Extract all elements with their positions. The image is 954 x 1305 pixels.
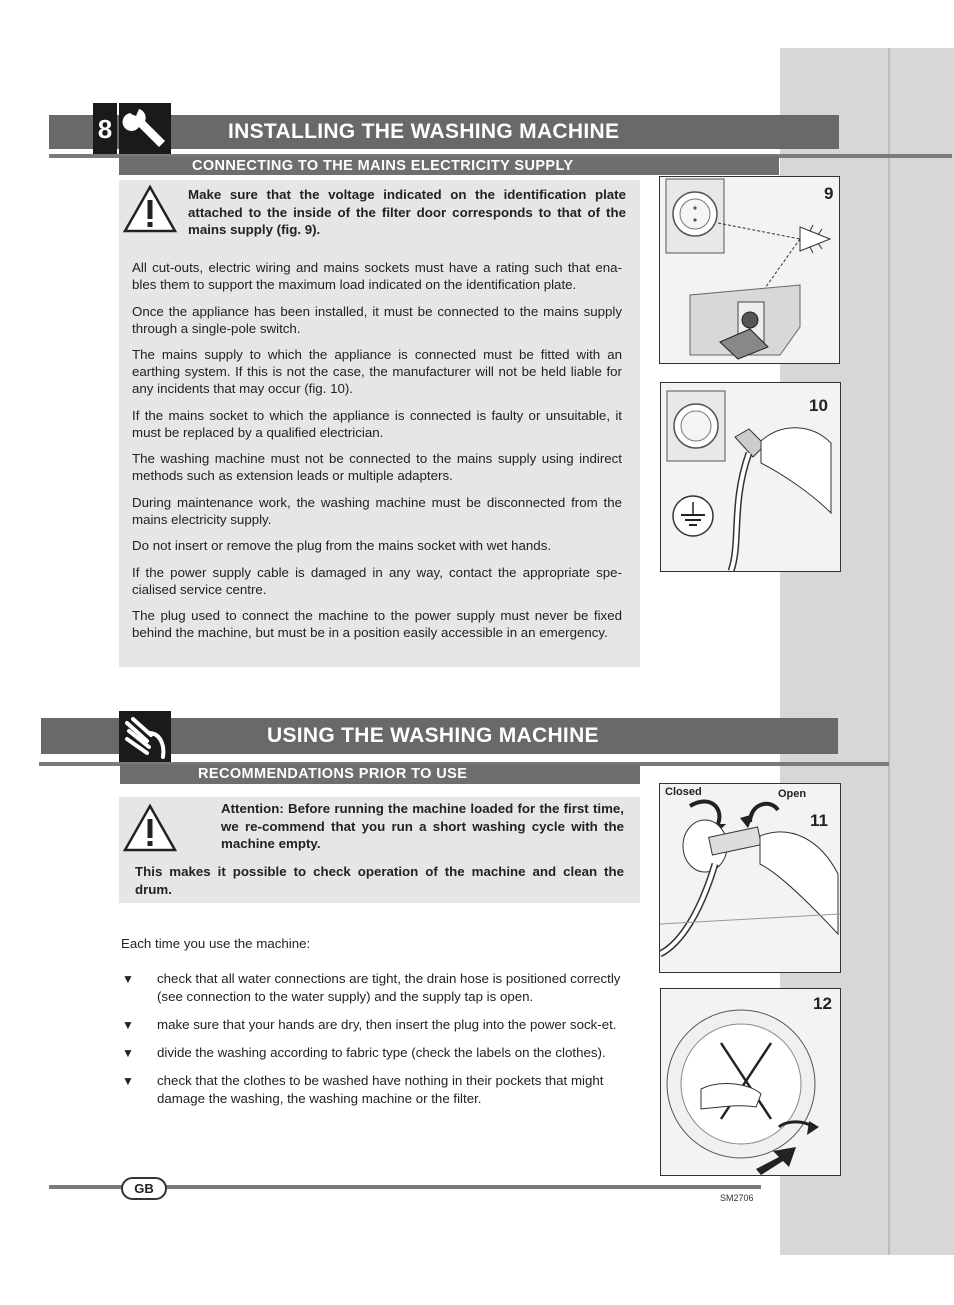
list-item — [120, 1016, 640, 1034]
paragraph: Do not insert or remove the plug from the mains socket with wet hands. — [132, 538, 552, 553]
plug-earthing-illustration — [661, 383, 840, 571]
page-number: 8 — [97, 113, 113, 144]
closed-label: Closed — [665, 786, 702, 798]
paragraph: The mains supply to which the appliance is connected must be fitted with an earthing system. If this is not the case, the manufacturer will not be held liable for any incidents that may occur (fig. 10). — [132, 347, 622, 396]
paragraph: If the mains socket to which the appliance is connected is faulty or unsuitable, it must be replaced by a qualified electrician. — [132, 407, 622, 440]
paragraph-list — [132, 259, 622, 651]
subsection-title: CONNECTING TO THE MAINS ELECTRICITY SUPPLY — [192, 157, 574, 174]
paragraph: All cut-outs, electric wiring and mains sockets must have a rating such that ena-bles them to support the maximum load indicated on the identification plate. — [132, 260, 622, 292]
document-code: SM2706 — [720, 1193, 754, 1203]
attention-text: Attention: Before running the machine loaded for the first time, we re-commend that you run a short washing cycle with the machine empty. — [221, 801, 624, 851]
list-item-text: make sure that your hands are dry, then insert the plug into the power sock-et. — [157, 1017, 617, 1032]
warning-triangle-icon — [122, 184, 178, 234]
paragraph: The plug used to connect the machine to the power supply must never be fixed behind the machine, but must be in a position easily accessible in an emergency. — [132, 608, 622, 640]
language-code: GB — [134, 1181, 154, 1196]
door-opening-illustration — [661, 989, 840, 1175]
warning-triangle-icon — [122, 803, 178, 853]
list-item-text: check that the clothes to be washed have nothing in their pockets that might damage the washing, the washing machine or the filter. — [157, 1073, 604, 1106]
list-item-text: divide the washing according to fabric type (check the labels on the clothes). — [157, 1045, 606, 1060]
figure-9 — [659, 176, 840, 364]
socket-voltage-illustration — [660, 177, 839, 363]
language-badge — [121, 1177, 167, 1200]
section-title: USING THE WASHING MACHINE — [267, 724, 599, 747]
list-item — [120, 1072, 640, 1108]
checklist — [120, 970, 640, 1118]
paragraph: Once the appliance has been installed, it must be connected to the mains supply through a single-pole switch. — [132, 303, 622, 336]
subsection-title-bar — [120, 764, 640, 784]
list-item — [120, 970, 640, 1006]
list-item-text: check that all water connections are tight, the drain hose is positioned correctly (see connection to the water supply) and the supply tap is open. — [157, 971, 621, 1004]
paragraph: If the power supply cable is damaged in any way, contact the appropriate spe-cialised service centre. — [132, 564, 622, 597]
attention-note: This makes it possible to check operation of the machine and clean the drum. — [135, 864, 624, 897]
figure-10 — [660, 382, 841, 572]
paragraph: During maintenance work, the washing machine must be disconnected from the mains electricity supply. — [132, 494, 622, 527]
bullet-triangle-icon: ▼ — [122, 1046, 134, 1060]
list-item — [120, 1044, 640, 1062]
bullet-triangle-icon: ▼ — [122, 972, 134, 986]
figure-number: 10 — [809, 396, 828, 415]
subsection-title: RECOMMENDATIONS PRIOR TO USE — [198, 766, 468, 782]
hand-icon — [119, 711, 171, 763]
subsection-title-bar — [119, 156, 779, 175]
water-tap-illustration — [660, 784, 840, 972]
figure-number: 12 — [813, 994, 832, 1013]
figure-number: 11 — [810, 811, 828, 830]
paragraph: The washing machine must not be connected to the mains supply using indirect methods such as extension leads or multiple adapters. — [132, 451, 622, 483]
figure-number: 9 — [824, 184, 834, 203]
page-number-box — [93, 103, 117, 155]
intro-text: Each time you use the machine: — [121, 936, 311, 951]
side-margin-divider — [888, 48, 890, 1255]
open-label: Open — [778, 788, 807, 800]
bullet-triangle-icon: ▼ — [122, 1074, 134, 1088]
bullet-triangle-icon: ▼ — [122, 1018, 134, 1032]
warning-text: Make sure that the voltage indicated on the identification plate attached to the inside of the filter door corresponds to that of the mains supply (fig. 9). — [188, 187, 626, 237]
figure-11 — [659, 783, 841, 973]
figure-12 — [660, 988, 841, 1176]
section-title: INSTALLING THE WASHING MACHINE — [228, 120, 620, 143]
wrench-icon — [119, 103, 171, 155]
